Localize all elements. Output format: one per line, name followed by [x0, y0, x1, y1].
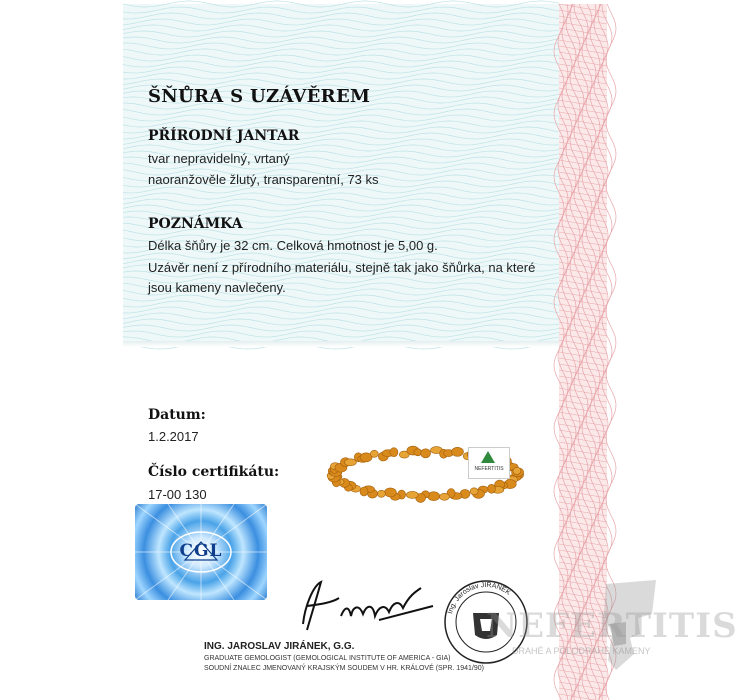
handwritten-signature: [283, 576, 443, 636]
product-tag: [468, 447, 510, 479]
material-line: tvar nepravidelný, vrtaný: [148, 151, 290, 166]
product-tag-text: NEFERTITIS: [474, 466, 504, 472]
watermark-tagline: DRAHÉ A POLODRAHÉ KAMENY: [512, 646, 651, 656]
material-line: naoranžověle žlutý, transparentní, 73 ks: [148, 172, 379, 187]
material-heading: PŘÍRODNÍ JANTAR: [148, 128, 300, 144]
date-label: Datum:: [148, 407, 206, 423]
date-value: 1.2.2017: [148, 429, 199, 444]
note-line: Uzávěr není z přírodního materiálu, stejně tak jako šňůrka, na které: [148, 260, 536, 275]
fold-line: [123, 341, 559, 347]
watermark-brand: NEFERTITIS: [486, 606, 738, 646]
cert-number-label: Číslo certifikátu:: [148, 464, 280, 480]
certificate: [123, 4, 607, 700]
signer-credential: GRADUATE GEMOLOGIST (GEMOLOGICAL INSTITUTE OF AMERICA - GIA): [204, 655, 451, 662]
certificate-title: ŠŇŮRA S UZÁVĚREM: [148, 86, 371, 107]
signer-name: ING. JAROSLAV JIRÁNEK, G.G.: [204, 641, 355, 652]
pyramid-icon: [481, 451, 495, 463]
note-line: jsou kameny navlečeny.: [148, 280, 286, 295]
hologram-seal: [135, 504, 267, 600]
hologram-text: CGL: [179, 541, 223, 561]
stamp-text: Ing. Jaroslav JIRÁNEK: [447, 581, 512, 615]
cert-number-value: 17-00 130: [148, 487, 207, 502]
note-line: Délka šňůry je 32 cm. Celková hmotnost je 5,00 g.: [148, 238, 438, 253]
signer-credential: SOUDNÍ ZNALEC JMENOVANÝ KRAJSKÝM SOUDEM V HR. KRÁLOVÉ (SPR. 1941/90): [204, 665, 484, 672]
note-heading: POZNÁMKA: [148, 216, 243, 232]
